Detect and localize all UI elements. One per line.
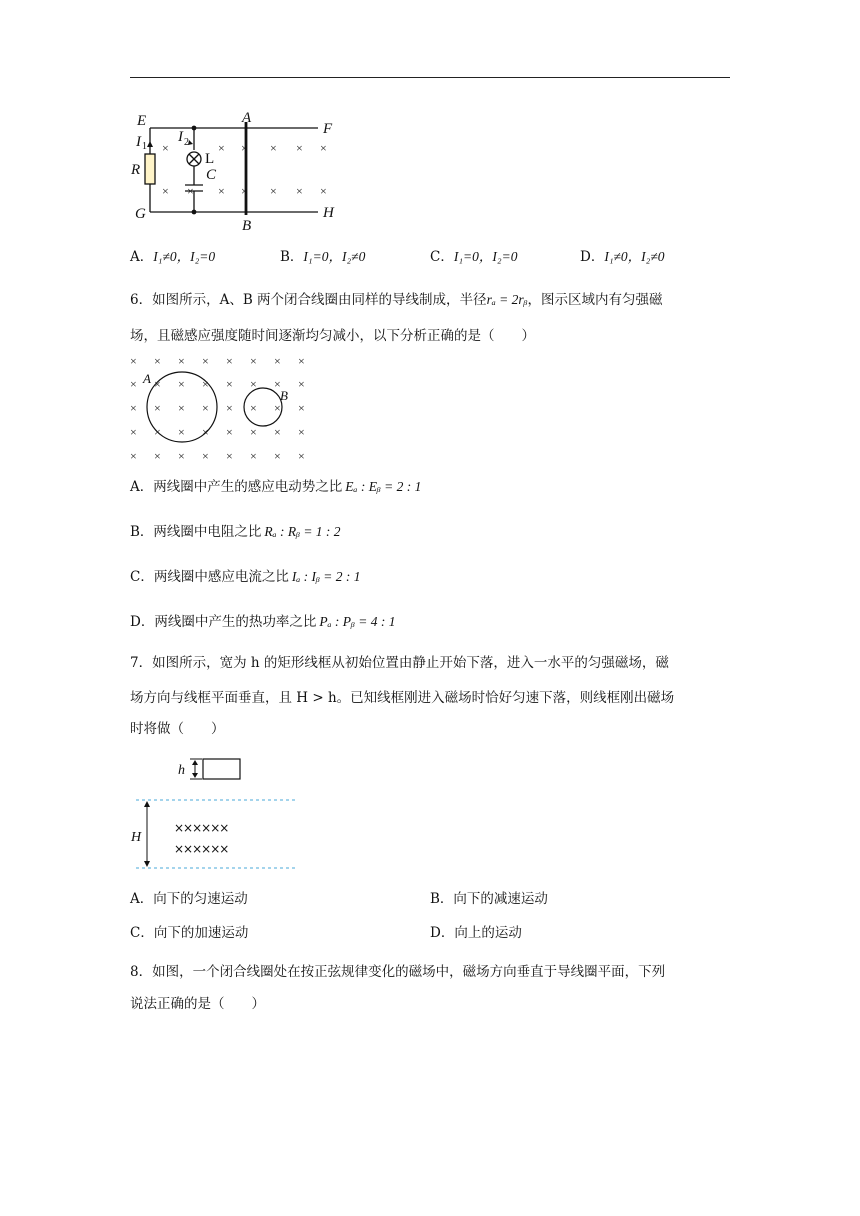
q6-option-c-math: Iₐ : Iᵦ = 2 : 1	[291, 569, 361, 584]
svg-text:×: ×	[298, 377, 305, 391]
q5-option-d-text: I₁≠0，I₂≠0	[604, 249, 665, 264]
svg-text:×: ×	[226, 377, 233, 391]
q6-stem-text: 6．如图所示，A、B 两个闭合线圈由同样的导线制成，半径	[130, 292, 487, 308]
label-I2-sub: 2	[184, 137, 189, 148]
q6-stem-line1	[130, 291, 662, 309]
svg-text:×: ×	[226, 354, 233, 368]
label-h: h	[178, 763, 185, 778]
svg-text:×: ×	[178, 425, 185, 439]
svg-text:×: ×	[250, 377, 257, 391]
field-x-marks	[162, 141, 327, 198]
q6-option-a-label: A．两线圈中产生的感应电动势之比	[130, 479, 343, 495]
q6-option-a[interactable]	[130, 478, 421, 496]
svg-text:×: ×	[296, 141, 303, 155]
svg-text:×: ×	[178, 449, 185, 463]
label-G: G	[135, 206, 146, 222]
q7-frame-figure	[128, 755, 308, 875]
q6-option-b-math: Rₐ : Rᵦ = 1 : 2	[264, 524, 341, 539]
svg-text:×: ×	[178, 354, 185, 368]
svg-text:×: ×	[250, 354, 257, 368]
svg-text:×: ×	[154, 354, 161, 368]
label-I1-sub: 1	[142, 141, 147, 152]
svg-text:×: ×	[178, 401, 185, 415]
coil-b-label: B	[280, 388, 288, 403]
q6-option-d-math: Pₐ : Pᵦ = 4 : 1	[319, 614, 396, 629]
svg-text:×: ×	[320, 141, 327, 155]
svg-text:×: ×	[154, 377, 161, 391]
q5-option-b[interactable]	[280, 248, 365, 266]
q5-option-c[interactable]	[430, 248, 517, 266]
svg-text:×: ×	[154, 401, 161, 415]
q5-option-a[interactable]	[130, 248, 215, 266]
q6-option-a-math: Eₐ : Eᵦ = 2 : 1	[345, 479, 422, 494]
svg-text:×: ×	[250, 449, 257, 463]
svg-text:×: ×	[154, 425, 161, 439]
svg-text:×: ×	[130, 401, 137, 415]
q5-circuit-figure	[128, 108, 348, 233]
q5-option-c-letter: C．	[430, 249, 454, 265]
label-B: B	[242, 218, 252, 234]
svg-text:×: ×	[162, 184, 169, 198]
svg-text:×: ×	[298, 401, 305, 415]
q5-option-b-letter: B．	[280, 249, 304, 265]
q6-option-d-label: D．两线圈中产生的热功率之比	[130, 614, 317, 630]
rectangular-frame	[203, 759, 240, 779]
svg-text:×: ×	[270, 141, 277, 155]
q7-stem-line3: 时将做（ ）	[130, 721, 225, 737]
header-rule	[130, 77, 730, 78]
svg-text:×: ×	[202, 354, 209, 368]
label-E: E	[137, 113, 147, 129]
svg-text:×: ×	[187, 184, 194, 198]
svg-text:×: ×	[250, 425, 257, 439]
q5-option-d[interactable]	[580, 248, 665, 266]
q8-stem-line1: 8．如图，一个闭合线圈处在按正弦规律变化的磁场中，磁场方向垂直于导线圈平面，下列	[130, 964, 666, 980]
q7-option-c[interactable]: C．向下的加速运动	[130, 925, 249, 941]
svg-text:×: ×	[130, 354, 137, 368]
label-F: F	[323, 121, 333, 137]
q6-option-b[interactable]	[130, 523, 341, 541]
svg-text:×: ×	[130, 449, 137, 463]
svg-text:×: ×	[226, 401, 233, 415]
svg-text:×: ×	[274, 425, 281, 439]
svg-text:×: ×	[202, 401, 209, 415]
q6-option-b-label: B．两线圈中电阻之比	[130, 524, 262, 540]
q6-coils-figure	[128, 348, 318, 466]
label-C: C	[206, 167, 217, 183]
label-I2: I	[178, 129, 183, 145]
svg-text:×: ×	[241, 141, 248, 155]
q7-option-d[interactable]: D．向上的运动	[430, 925, 522, 941]
svg-text:×: ×	[250, 401, 257, 415]
svg-text:×: ×	[178, 377, 185, 391]
svg-text:×: ×	[226, 425, 233, 439]
svg-text:×: ×	[320, 184, 327, 198]
svg-text:×: ×	[130, 377, 137, 391]
q6-stem-radius-ratio: rₐ = 2rᵦ	[486, 292, 528, 307]
q5-option-d-letter: D．	[580, 249, 605, 265]
q5-option-a-text: I₁≠0，I₂=0	[153, 249, 216, 264]
svg-text:×: ×	[298, 449, 305, 463]
label-R: R	[131, 162, 141, 178]
svg-text:×: ×	[274, 449, 281, 463]
coil-a-label: A	[143, 371, 151, 386]
svg-text:×: ×	[218, 184, 225, 198]
svg-text:×: ×	[274, 401, 281, 415]
label-A: A	[242, 110, 252, 126]
label-H: H	[323, 205, 334, 221]
svg-text:×: ×	[130, 425, 137, 439]
label-H: H	[131, 830, 142, 845]
q5-option-a-letter: A．	[130, 249, 154, 265]
svg-text:×: ×	[202, 449, 209, 463]
field-x-row-2: ××××××	[174, 842, 229, 856]
q7-stem-line1: 7．如图所示，宽为 h 的矩形线框从初始位置由静止开始下落，进入一水平的匀强磁场，磁	[130, 655, 669, 671]
field-x-row-1: ××××××	[174, 821, 229, 835]
q5-option-b-text: I₁=0，I₂≠0	[303, 249, 366, 264]
q6-option-c-label: C．两线圈中感应电流之比	[130, 569, 289, 585]
svg-text:×: ×	[202, 377, 209, 391]
q7-option-a[interactable]: A．向下的匀速运动	[130, 891, 248, 907]
q6-option-d[interactable]	[130, 613, 395, 631]
svg-text:×: ×	[226, 449, 233, 463]
svg-text:×: ×	[154, 449, 161, 463]
label-L: L	[205, 151, 215, 167]
q5-option-c-text: I₁=0，I₂=0	[453, 249, 518, 264]
svg-text:×: ×	[241, 184, 248, 198]
svg-text:×: ×	[202, 425, 209, 439]
q8-stem-line2: 说法正确的是（ ）	[130, 996, 265, 1012]
q7-option-b[interactable]: B．向下的减速运动	[430, 891, 548, 907]
q6-stem-text-end: ，图示区域内有匀强磁	[527, 292, 663, 308]
svg-text:×: ×	[270, 184, 277, 198]
q6-option-c[interactable]	[130, 568, 360, 586]
q7-stem-line2: 场方向与线框平面垂直，且 H > h。已知线框刚进入磁场时恰好匀速下落，则线框刚出磁场	[130, 690, 675, 706]
q6-stem-line2: 场，且磁感应强度随时间逐渐均匀减小，以下分析正确的是（ ）	[130, 328, 535, 344]
label-I1: I	[136, 134, 141, 150]
svg-text:×: ×	[162, 141, 169, 155]
svg-text:×: ×	[274, 377, 281, 391]
svg-text:×: ×	[296, 184, 303, 198]
svg-text:×: ×	[298, 354, 305, 368]
svg-text:×: ×	[274, 354, 281, 368]
svg-text:×: ×	[218, 141, 225, 155]
svg-text:×: ×	[298, 425, 305, 439]
